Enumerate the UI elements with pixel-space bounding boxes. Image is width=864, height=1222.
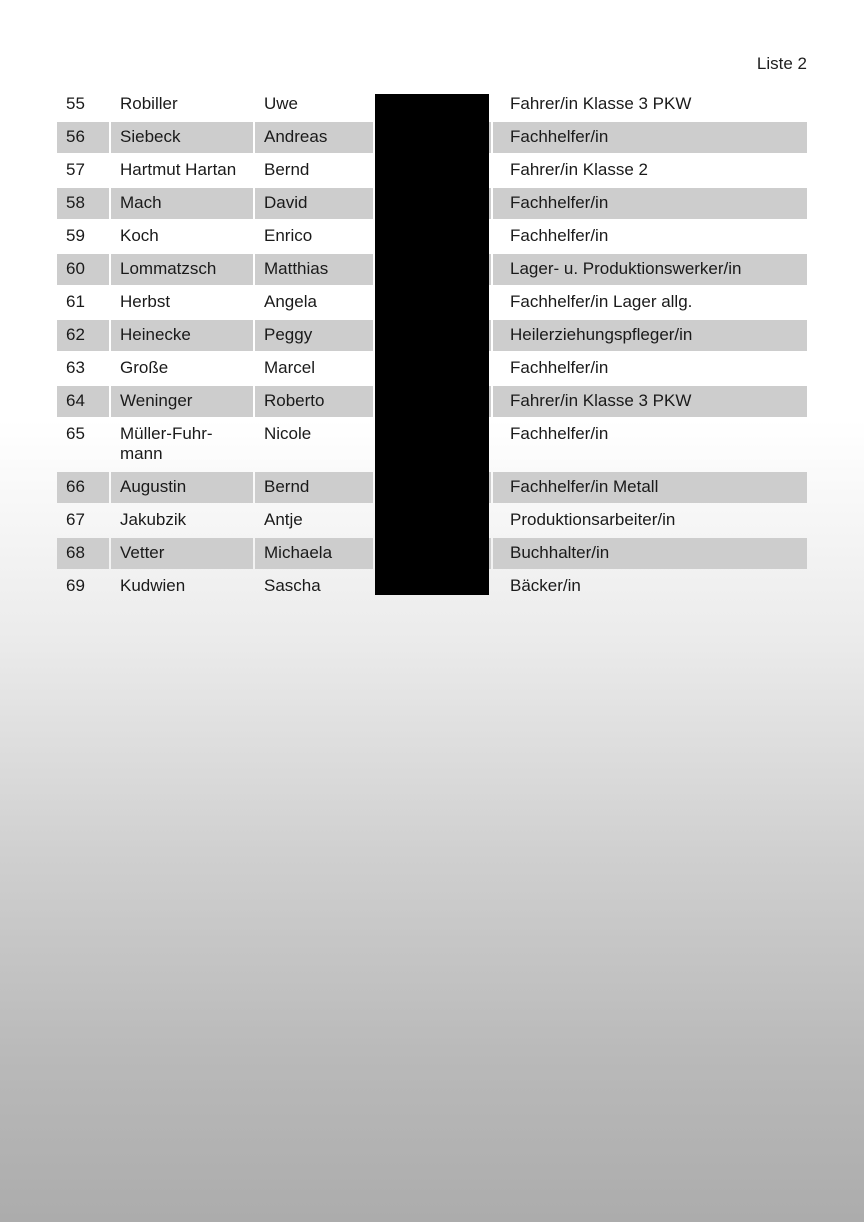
row-number: 62 [57,320,109,351]
job-title: Heilerziehungspfleger/in [493,320,807,351]
first-name: Marcel [264,358,316,377]
last-name: Müller-Fuhr- mann [120,424,213,463]
job-title: Produktionsarbeiter/in [510,510,676,529]
last-name: Siebeck [111,122,253,153]
job-title: Bäcker/in [510,576,581,595]
row-number: 61 [66,292,85,311]
first-name: Roberto [255,386,373,417]
job-title: Fachhelfer/in Metall [493,472,807,503]
first-name: Angela [264,292,317,311]
job-title: Fachhelfer/in [510,226,609,245]
job-title: Fachhelfer/in [493,188,807,219]
last-name: Jakubzik [120,510,187,529]
row-number: 63 [66,358,85,377]
job-title: Fachhelfer/in [510,358,609,377]
last-name: Mach [111,188,253,219]
last-name: Kudwien [120,576,186,595]
last-name: Robiller [120,94,178,113]
first-name: Michaela [255,538,373,569]
last-name: Lommatzsch [111,254,253,285]
row-number: 67 [66,510,85,529]
first-name: Matthias [255,254,373,285]
first-name: Antje [264,510,303,529]
row-number: 58 [57,188,109,219]
job-title: Fachhelfer/in [510,424,609,443]
last-name: Weninger [111,386,253,417]
job-title: Fahrer/in Klasse 3 PKW [493,386,807,417]
row-number: 59 [66,226,85,245]
redaction-bar [375,94,489,595]
first-name: Bernd [255,472,373,503]
row-number: 66 [57,472,109,503]
job-title: Fahrer/in Klasse 2 [510,160,648,179]
row-number: 57 [66,160,85,179]
last-name: Augustin [111,472,253,503]
first-name: Bernd [264,160,310,179]
last-name: Heinecke [111,320,253,351]
last-name: Herbst [120,292,171,311]
first-name: Nicole [264,424,312,443]
first-name: Andreas [255,122,373,153]
list-label: Liste 2 [756,54,807,73]
last-name: Vetter [111,538,253,569]
last-name: Koch [120,226,159,245]
row-number: 69 [66,576,85,595]
job-title: Fahrer/in Klasse 3 PKW [510,94,692,113]
first-name: Sascha [264,576,321,595]
job-title: Buchhalter/in [493,538,807,569]
first-name: David [255,188,373,219]
first-name: Enrico [264,226,313,245]
job-title: Fachhelfer/in [493,122,807,153]
last-name: Hartmut Hartan [120,160,237,179]
job-title: Fachhelfer/in Lager allg. [510,292,693,311]
row-number: 64 [57,386,109,417]
row-number: 55 [66,94,85,113]
first-name: Peggy [255,320,373,351]
job-title: Lager- u. Produktionswerker/in [493,254,807,285]
last-name: Große [120,358,169,377]
row-number: 60 [57,254,109,285]
row-number: 65 [66,424,85,443]
row-number: 68 [57,538,109,569]
row-number: 56 [57,122,109,153]
first-name: Uwe [264,94,299,113]
